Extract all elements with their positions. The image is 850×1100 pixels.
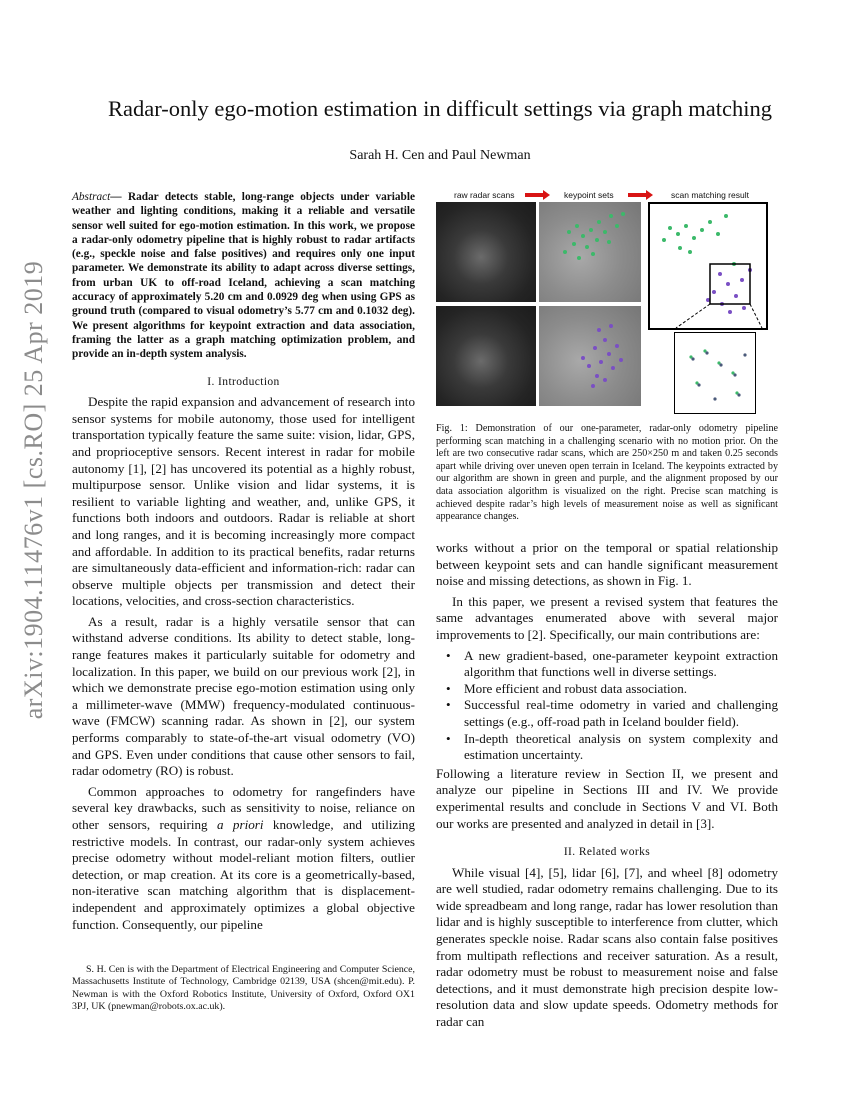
right-paragraph-1: works without a prior on the temporal or spatial relationship between keypoint sets and can handle significant measurement noise and missing detections, as shown in Fig. 1. xyxy=(436,540,778,589)
intro-paragraph-2: As a result, radar is a highly versatile sensor that can withstand adverse conditions. Its ability to detect stable, long-range features makes it particularly suitable for odometry and localization. In this paper, we build on our previous work [2], in which we demonstrate precise ego-motion estimation using only a millimeter-wave (MMW) frequency-modulated continuous-wave (FMCW) scanning radar. As shown in [2], our system performs comparably to state-of-the-art visual odometry (VO) and GPS. Even under conditions that cause other sensors to fail, radar odometry (RO) is robust. xyxy=(72,613,415,779)
abstract-text: Radar detects stable, long-range objects under variable weather and lighting conditions, making it a reliable and versatile sensor well suited for ego-motion estimation. In this work, we propose a radar-only odometry pipeline that is highly robust to radar artifacts (e.g., speckle noise and false positives) and requires only one input parameter. We demonstrate its ability to adapt across diverse settings, from urban UK to off-road Iceland, achieving a scan matching accuracy of approximately 5.20 cm and 0.0929 deg when using GPS as ground truth (compared to visual odometry’s 5.77 cm and 0.1032 deg). We present algorithms for keypoint extraction and data association, framing the latter as a graph matching optimization problem, and provide an in-depth system analysis. xyxy=(72,191,415,361)
figure-1 xyxy=(436,188,768,420)
paper-authors: Sarah H. Cen and Paul Newman xyxy=(349,148,531,163)
paper-title: Radar-only ego-motion estimation in difficult settings via graph matching xyxy=(107,96,772,121)
section-heading-related-works: II. Related works xyxy=(563,846,651,859)
contribution-item: • Successful real-time odometry in varied and challenging settings (e.g., off-road path in Iceland boulder field). xyxy=(464,697,778,730)
label-scan-matching-result: scan matching result xyxy=(671,190,749,200)
section-heading-introduction: I. Introduction xyxy=(207,375,280,388)
arrow-icon xyxy=(525,193,543,197)
keypoint-image-green xyxy=(539,202,641,302)
intro-p3-emphasis: a priori xyxy=(216,817,264,832)
radar-scan-image-1 xyxy=(436,202,536,302)
contributions-list xyxy=(436,648,778,764)
abstract-label: Abstract xyxy=(72,191,111,203)
keypoint-image-purple xyxy=(539,306,641,406)
label-raw-radar-scans: raw radar scans xyxy=(454,190,515,200)
scan-matching-panel xyxy=(648,202,768,330)
contribution-item: • More efficient and robust data association. xyxy=(464,681,778,698)
right-paragraph-3: Following a literature review in Section II, we present and analyze our pipeline in Sections III and IV. We provide experimental results and conclude in Sections V and VI. Both our works are presented and analyzed in detail in [3]. xyxy=(436,765,778,831)
arxiv-id-text: arXiv:1904.11476v1 [cs.RO] 25 Apr 2019 xyxy=(19,260,48,720)
author-footnote: S. H. Cen is with the Department of Electrical Engineering and Computer Science, Massachusetts Institute of Technology, Cambridge 02139, USA (shcen@mit.edu). P. Newman is with the Oxford Robotics Institute, University of Oxford, Oxford OX1 3PJ, UK (pnewman@robots.ox.ac.uk). xyxy=(72,964,415,1013)
zoomed-matching-panel xyxy=(674,332,756,414)
arxiv-watermark xyxy=(2,260,66,720)
intro-p3-part-a: Common approaches to odometry for rangefinders have several key drawbacks, such as sensitivity to noise, reliance on other sensors, requiring xyxy=(72,783,415,832)
purple-keypoints-overlay xyxy=(539,306,641,406)
scan-matching-overlay xyxy=(650,204,766,328)
intro-paragraph-3 xyxy=(72,784,415,933)
arrow-icon xyxy=(628,193,646,197)
intro-paragraph-1: Despite the rapid expansion and advancement of research into sensor systems for mobile autonomy, those used for intelligent transportation typically feature the same suite: vision, lidar, GPS, and proprioceptive sensors. Recent interest in radar for mobile autonomy [1], [2] has uncovered its potential as a highly robust, multipurpose sensor. Unlike vision and lidar systems, it is resilient to variable lighting and weather, and, unlike GPS, it functions both indoors and outdoors. Radar is reliable at short and long ranges, and it is becoming increasingly more compact and affordable. In addition to its practical benefits, radar returns are simultaneously data-efficient and information-rich: radar can observe multiple objects per transmission and detect their locations, velocities, and cross-section characteristics. xyxy=(72,394,415,609)
related-paragraph-1: While visual [4], [5], lidar [6], [7], and wheel [8] odometry are well studied, radar odometry remains challenging. Due to its wide spreadbeam and long range, radar has lower resolution than lidar and is highly susceptible to interference from clutter, which generates speckle noise. Radar scans also contain false positives from multipath reflections and receiver saturation. As a result, radar odometry must be robust to measurement noise and false detections, and it must demonstrate high precision despite low-resolution data and slow update speeds. Odometry methods for radar can xyxy=(436,864,778,1030)
abstract xyxy=(72,190,415,362)
left-column xyxy=(72,190,415,937)
radar-scan-image-2 xyxy=(436,306,536,406)
green-keypoints-overlay xyxy=(539,202,641,302)
abstract-dash: — xyxy=(110,191,128,203)
right-column xyxy=(436,540,778,1035)
right-paragraph-2: In this paper, we present a revised system that features the same advantages enumerated above with several major improvements to [2]. Specifically, our main contributions are: xyxy=(436,593,778,642)
contribution-item: • A new gradient-based, one-parameter keypoint extraction algorithm that functions well in diverse settings. xyxy=(464,648,778,681)
intro-p3-part-b: knowledge, and utilizing restrictive models. In contrast, our radar-only system achieves precise odometry without model-reliant motion filters, outlier detection, or map creation. At its core is a geometrically-based, non-iterative scan matching algorithm that is displacement-independent and approximately optimizes a global objective function. Consequently, our pipeline xyxy=(72,817,416,932)
figure-1-caption: Fig. 1: Demonstration of our one-parameter, radar-only odometry pipeline performing scan matching in a challenging scenario with no motion prior. On the left are two consecutive radar scans, which are 250×250 m and taken 0.25 seconds apart while driving over uneven open terrain in Iceland. The keypoints extracted by our algorithm are shown in green and purple, and the alignment proposed by our data association algorithm is visualized on the right. Precise scan matching is achieved despite radar’s high levels of measurement noise as well as significant appearance changes. xyxy=(436,423,778,523)
contribution-item: • In-depth theoretical analysis on system complexity and estimation uncertainty. xyxy=(464,731,778,764)
zoomed-matching-overlay xyxy=(675,333,755,413)
label-keypoint-sets: keypoint sets xyxy=(564,190,614,200)
